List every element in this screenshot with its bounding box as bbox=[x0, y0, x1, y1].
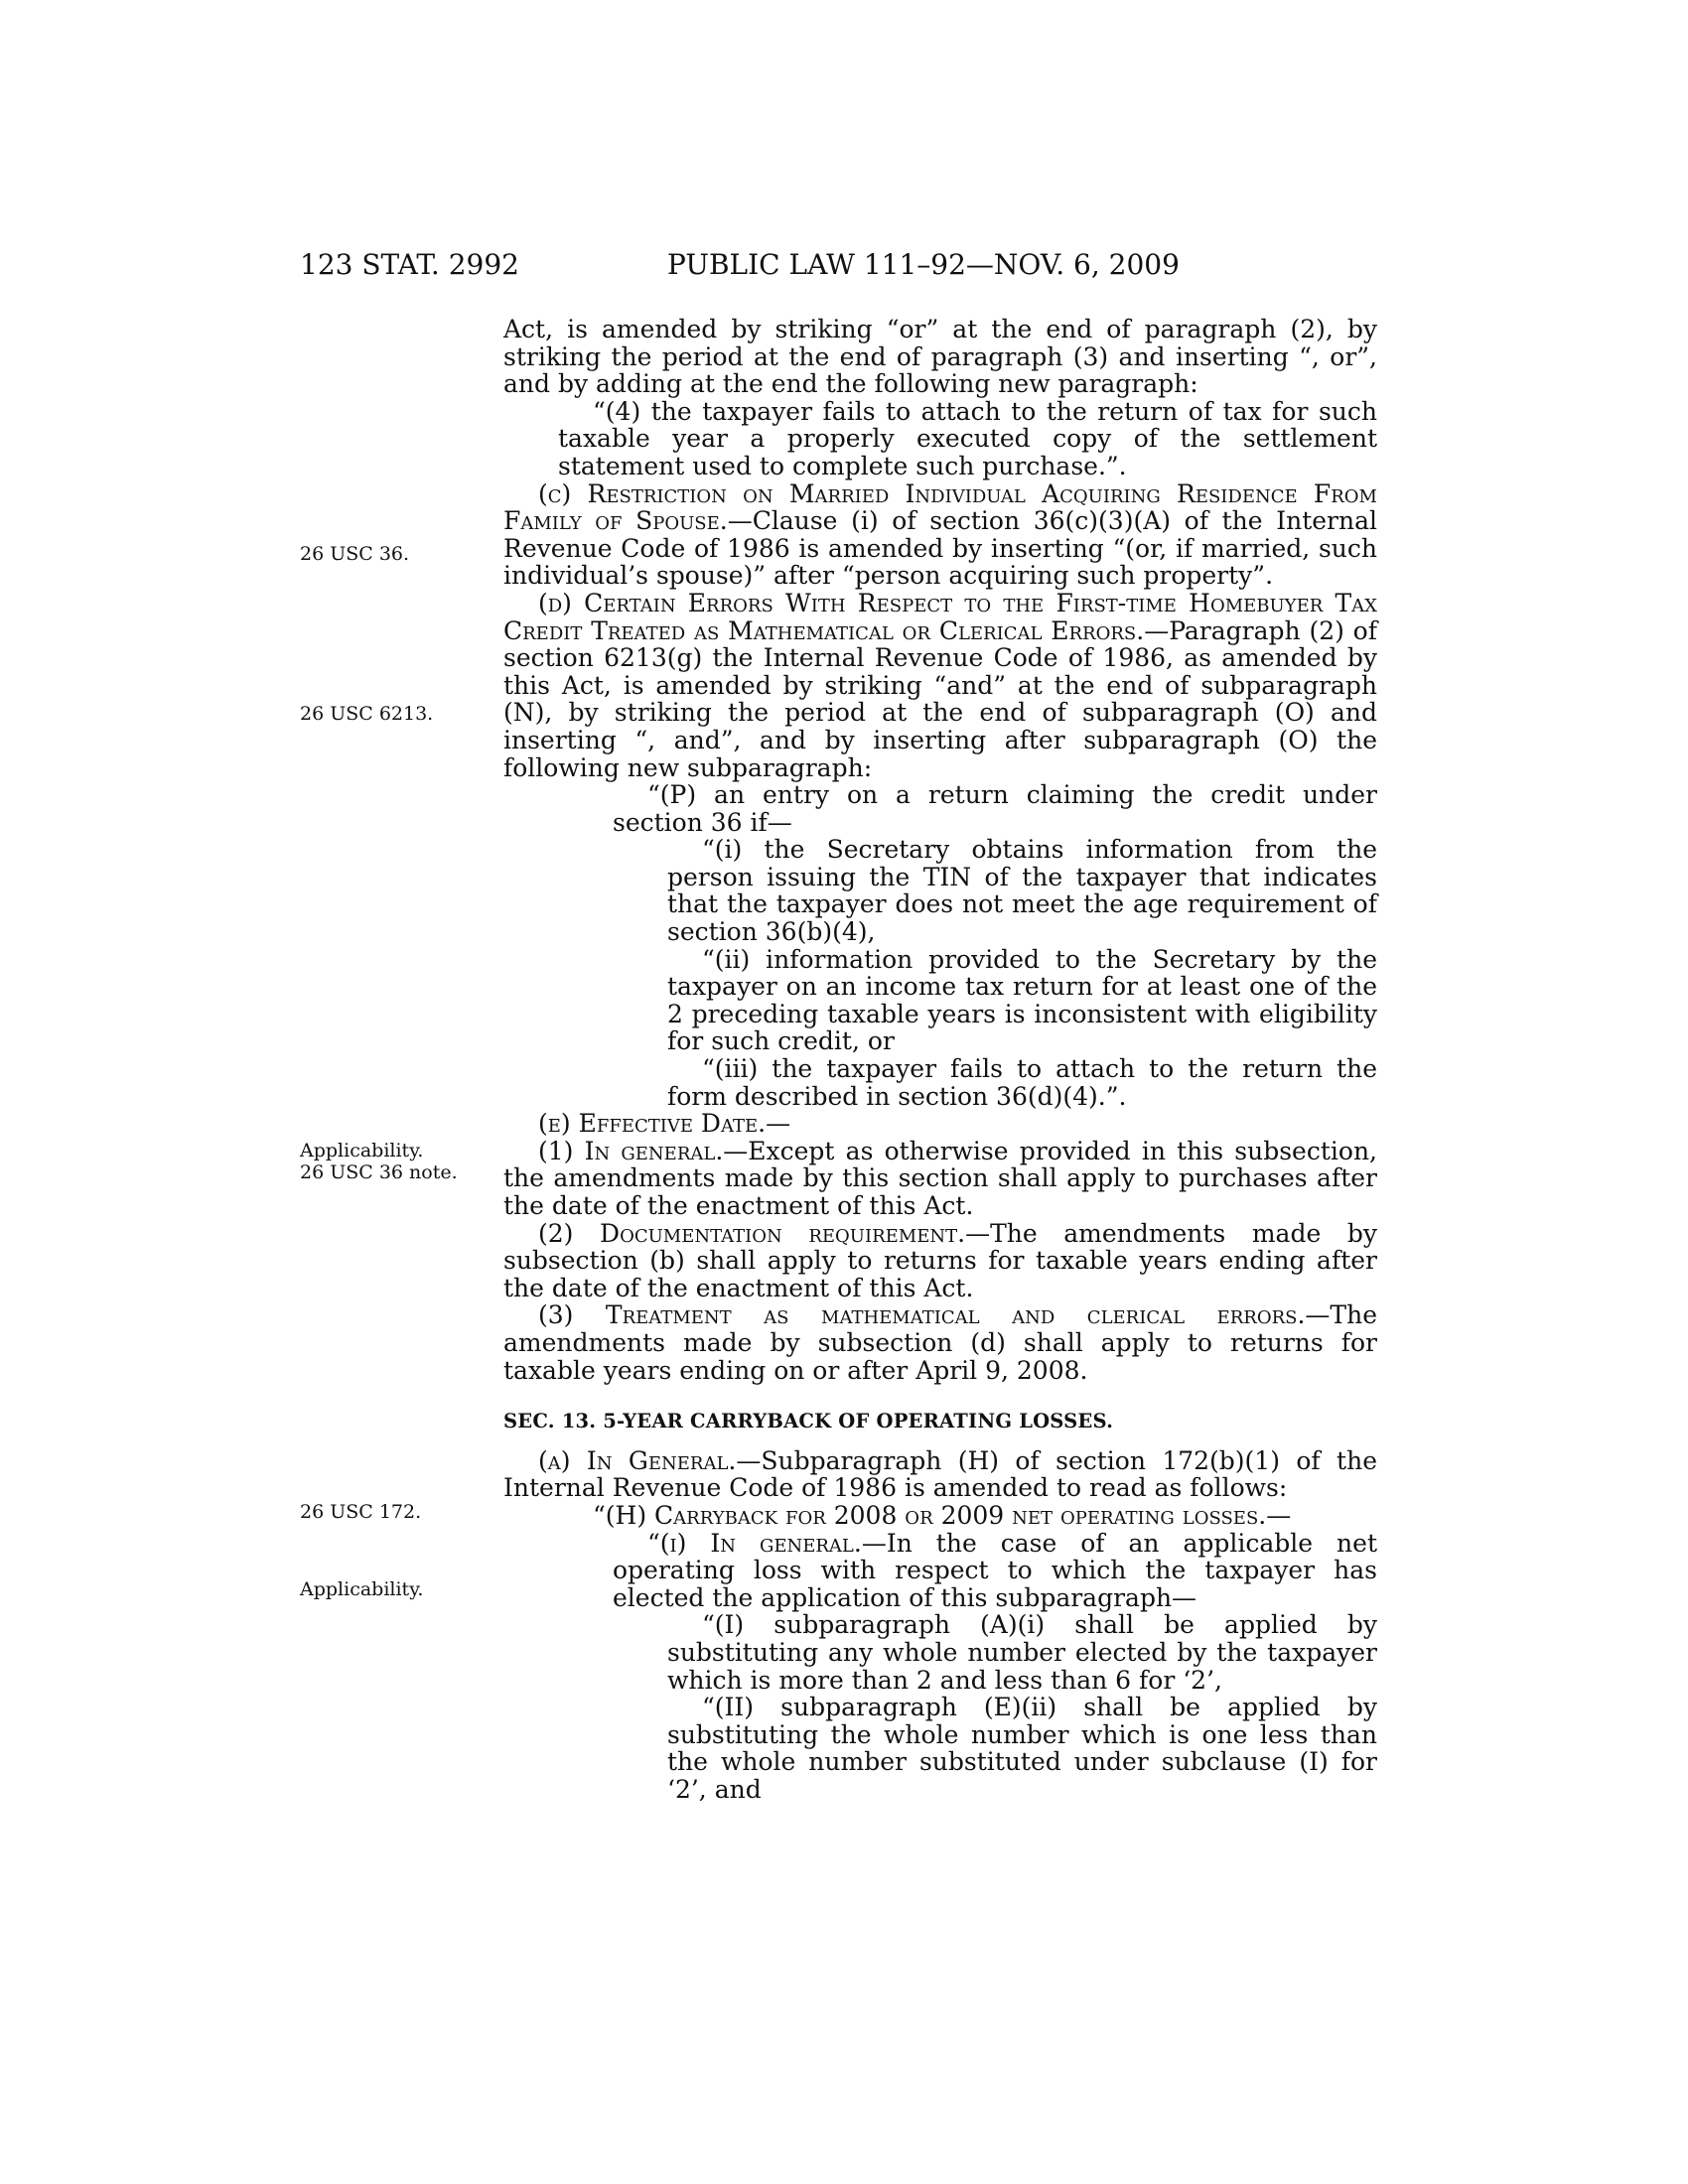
statute-page-number: 123 STAT. 2992 bbox=[300, 248, 519, 281]
subsection-d bbox=[503, 590, 1377, 781]
margin-note-26-usc-36: 26 USC 36. bbox=[300, 543, 410, 565]
paragraph-e2-heading: (2) Documentation requirement. bbox=[538, 1218, 966, 1248]
subparagraph-p: “(P) an entry on a return claiming the credit under section 36 if— bbox=[613, 780, 1377, 837]
subsection-c-heading: (c) Restriction on Married Individual Acquiring Residence From Family of Spouse. bbox=[503, 478, 1377, 536]
paragraph-e3-heading: (3) Treatment as mathematical and clerical errors. bbox=[538, 1300, 1306, 1330]
subsection-d-text: —Paragraph (2) of section 6213(g) the Internal Revenue Code of 1986, as amended by this Act, is amended by striking “and” at the end of subparagraph (N), by striking the period at the end of subparagraph (O) and inserting “, and”, and by inserting after subparagraph (O) the following new subparagraph: bbox=[503, 615, 1377, 782]
paragraph-e2: (2) Documentation requirement.—The amendments made by subsection (b) shall apply to returns for taxable years ending after the date of the enactment of this Act. bbox=[503, 1218, 1377, 1302]
subsection-a-heading: (a) In General. bbox=[538, 1445, 737, 1475]
section-13-heading: SEC. 13. 5-YEAR CARRYBACK OF OPERATING LOSSES. bbox=[503, 1410, 1114, 1433]
margin-note-26-usc-36-note: 26 USC 36 note. bbox=[300, 1161, 458, 1183]
paragraph-e1: (1) In general.—Except as otherwise provided in this subsection, the amendments made by this section shall apply to purchases after the date of the enactment of this Act. bbox=[503, 1136, 1377, 1220]
subclause-i: “(I) subparagraph (A)(i) shall be applied by substituting any whole number elected by the taxpayer which is more than 2 and less than 6 for ‘2’, bbox=[667, 1610, 1377, 1695]
clause-p-iii: “(iii) the taxpayer fails to attach to the return the form described in section 36(d)(4).”. bbox=[667, 1054, 1377, 1111]
clause-p-i: “(i) the Secretary obtains information from the person issuing the TIN of the taxpayer that indicates that the taxpayer does not meet the age requirement of section 36(b)(4), bbox=[667, 835, 1377, 947]
subclause-ii: “(II) subparagraph (E)(ii) shall be applied by substituting the whole number which is one less than the whole number substituted under subclause (I) for ‘2’, and bbox=[667, 1693, 1377, 1804]
statute-body bbox=[503, 316, 1377, 1803]
clause-h-i-heading: “(i) In general. bbox=[647, 1528, 862, 1558]
margin-note-26-usc-172: 26 USC 172. bbox=[300, 1501, 422, 1523]
running-header bbox=[300, 248, 1372, 288]
margin-note-26-usc-6213: 26 USC 6213. bbox=[300, 703, 434, 725]
margin-note-applicability: Applicability. bbox=[300, 1140, 424, 1161]
paragraph-e3: (3) Treatment as mathematical and clerical errors.—The amendments made by subsection (d) shall apply to returns for taxable years ending on or after April 9, 2008. bbox=[503, 1300, 1377, 1385]
paragraph-4: “(4) the taxpayer fails to attach to the return of tax for such taxable year a properly executed copy of the settlement statement used to complete such purchase.”. bbox=[558, 396, 1377, 480]
clause-p-ii: “(ii) information provided to the Secretary by the taxpayer on an income tax return for at least one of the 2 preceding taxable years is inconsistent with eligibility for such credit, or bbox=[667, 944, 1377, 1056]
subsection-a: (a) In General.—Subparagraph (H) of section 172(b)(1) of the Internal Revenue Code of 1986 is amended to read as follows: bbox=[503, 1445, 1377, 1503]
subsection-c bbox=[503, 480, 1377, 590]
subparagraph-h: “(H) Carryback for 2008 or 2009 net operating losses.— bbox=[593, 1500, 1292, 1530]
subsection-e-heading: (e) Effective Date. bbox=[538, 1109, 767, 1139]
paragraph-e1-heading: (1) In general. bbox=[538, 1136, 724, 1165]
subsection-c-text: —Clause (i) of section 36(c)(3)(A) of the Internal Revenue Code of 1986 is amended by inserting “(or, if married, such individual’s spouse)” after “person acquiring such property”. bbox=[503, 506, 1377, 591]
public-law-title: PUBLIC LAW 111–92—NOV. 6, 2009 bbox=[667, 248, 1180, 281]
margin-note-applicability-2: Applicability. bbox=[300, 1578, 424, 1600]
clause-h-i: “(i) In general.—In the case of an applicable net operating loss with respect to which the taxpayer has elected the application of this subparagraph— bbox=[613, 1528, 1377, 1612]
subsection-e: (e) Effective Date.— bbox=[538, 1109, 791, 1139]
paragraph: Act, is amended by striking “or” at the end of paragraph (2), by striking the period at the end of paragraph (3) and inserting “, or”, and by adding at the end the following new paragraph: bbox=[503, 315, 1377, 399]
subsection-d-heading: (d) Certain Errors With Respect to the First-time Homebuyer Tax Credit Treated as Mathematical or Clerical Errors. bbox=[503, 588, 1377, 645]
subparagraph-h-heading: “(H) Carryback for 2008 or 2009 net operating losses. bbox=[593, 1500, 1267, 1530]
